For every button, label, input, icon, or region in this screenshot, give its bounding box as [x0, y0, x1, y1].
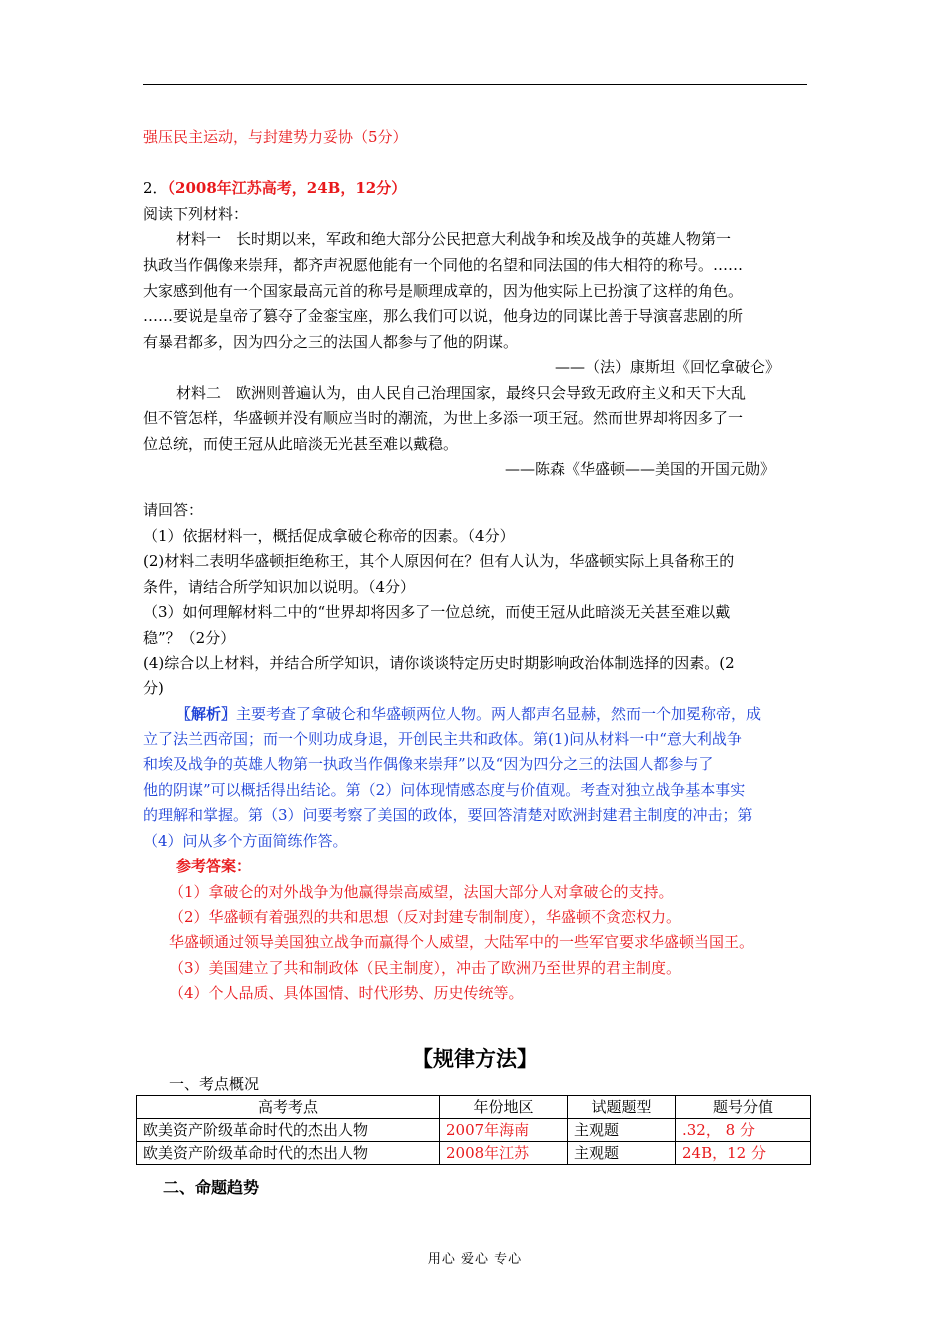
table-cell: 主观题	[568, 1119, 676, 1142]
sub-question: （1）依据材料一，概括促成拿破仑称帝的因素。（4分）	[143, 527, 515, 545]
sub-question: (4)综合以上材料，并结合所学知识，请你谈谈特定历史时期影响政治体制选择的因素。(2	[143, 654, 735, 672]
exam-point-table	[136, 1095, 811, 1165]
table-cell: 主观题	[568, 1142, 676, 1165]
reference-answer-line: （1）拿破仑的对外战争为他赢得崇高威望，法国大部分人对拿破仑的支持。	[169, 883, 674, 901]
material2-line: 材料二 欧洲则普遍认为，由人民自己治理国家，最终只会导致无政府主义和天下大乱	[176, 384, 747, 402]
subsection-exam-overview: 一、考点概况	[169, 1075, 260, 1093]
analysis-line: 他的阴谋”可以概括得出结论。第（2）问体现情感态度与价值观。考查对独立战争基本事实	[143, 781, 746, 799]
material1-line: 有暴君都多，因为四分之三的法国人都参与了他的阴谋。	[143, 333, 519, 351]
material2-line: 但不管怎样，华盛顿并没有顺应当时的潮流，为世上多添一项王冠。然而世界却将因多了一	[143, 409, 744, 427]
answer-prompt: 请回答：	[143, 501, 204, 519]
analysis-text: 主要考查了拿破仑和华盛顿两位人物。两人都声名显赫，然而一个加冕称帝，成	[236, 705, 762, 723]
reference-answer-line: （3）美国建立了共和制政体（民主制度），冲击了欧洲乃至世界的君主制度。	[169, 959, 682, 977]
material1-line: 大家感到他有一个国家最高元首的称号是顺理成章的，因为他实际上已扮演了这样的角色。	[143, 282, 744, 300]
material2-line: 位总统，而使王冠从此暗淡无光甚至难以戴稳。	[143, 435, 459, 453]
question-heading	[143, 178, 406, 198]
analysis-line: 和埃及战争的英雄人物第一执政当作偶像来崇拜”以及“因为四分之三的法国人都参与了	[143, 755, 714, 773]
table-cell: .32， 8 分	[676, 1119, 811, 1142]
subsection-trend: 二、命题趋势	[163, 1178, 260, 1197]
material1-line: 执政当作偶像来崇拜，都齐声祝愿他能有一个同他的名望和同法国的伟大相符的称号。……	[143, 256, 744, 274]
analysis-line: 的理解和掌握。第（3）问要考察了美国的政体，要回答清楚对欧洲封建君主制度的冲击；第	[143, 806, 753, 824]
sub-question: （3）如何理解材料二中的“世界却将因多了一位总统，而使王冠从此暗淡无关甚至难以戴	[143, 603, 731, 621]
sub-question: 分)	[143, 679, 164, 697]
material1-citation: ——（法）康斯坦《回忆拿破仑》	[555, 358, 781, 376]
question-source: （2008年江苏高考，24B，12分）	[167, 179, 407, 197]
reference-answer-line: （4）个人品质、具体国情、时代形势、历史传统等。	[169, 984, 524, 1002]
table-cell: 24B，12 分	[676, 1142, 811, 1165]
table-cell: 欧美资产阶级革命时代的杰出人物	[137, 1119, 440, 1142]
analysis-label: 〖解析〗	[176, 705, 237, 723]
table-row	[137, 1119, 811, 1142]
analysis-first-line	[176, 704, 761, 724]
material1-line: ……要说是皇帝了篡夺了金銮宝座，那么我们可以说，他身边的同谋比善于导演喜悲剧的所	[143, 307, 744, 325]
table-header: 试题题型	[568, 1096, 676, 1119]
table-row	[137, 1142, 811, 1165]
page-footer: 用心 爱心 专心	[427, 1252, 523, 1267]
section-title-methods: 【规律方法】	[412, 1046, 538, 1071]
analysis-line: （4）问从多个方面简练作答。	[143, 832, 348, 850]
material1-line: 材料一 长时期以来，军政和绝大部分公民把意大利战争和埃及战争的英雄人物第一	[176, 230, 732, 248]
question-intro: 阅读下列材料：	[143, 205, 249, 223]
sub-question: (2)材料二表明华盛顿拒绝称王，其个人原因何在？但有人认为，华盛顿实际上具备称王的	[143, 552, 735, 570]
material2-citation: ——陈森《华盛顿——美国的开国元勋》	[505, 460, 776, 478]
table-cell: 2007年海南	[440, 1119, 568, 1142]
reference-answer-line: 华盛顿通过领导美国独立战争而赢得个人威望，大陆军中的一些军官要求华盛顿当国王。	[169, 933, 755, 951]
header-rule	[143, 84, 807, 85]
sub-question: 稳”？（2分）	[143, 629, 236, 647]
reference-answer-label: 参考答案：	[176, 857, 252, 875]
sub-question: 条件，请结合所学知识加以说明。（4分）	[143, 578, 416, 596]
table-header: 题号分值	[676, 1096, 811, 1119]
analysis-line: 立了法兰西帝国；而一个则功成身退，开创民主共和政体。第(1)问从材料一中“意大利战争	[143, 730, 742, 748]
previous-answer-tail: 强压民主运动，与封建势力妥协（5分）	[143, 128, 408, 146]
question-number: 2．	[143, 179, 168, 197]
table-header: 高考考点	[137, 1096, 440, 1119]
table-header: 年份地区	[440, 1096, 568, 1119]
reference-answer-line: （2）华盛顿有着强烈的共和思想（反对封建专制制度），华盛顿不贪恋权力。	[169, 908, 682, 926]
table-cell: 2008年江苏	[440, 1142, 568, 1165]
table-cell: 欧美资产阶级革命时代的杰出人物	[137, 1142, 440, 1165]
table-header-row	[137, 1096, 811, 1119]
